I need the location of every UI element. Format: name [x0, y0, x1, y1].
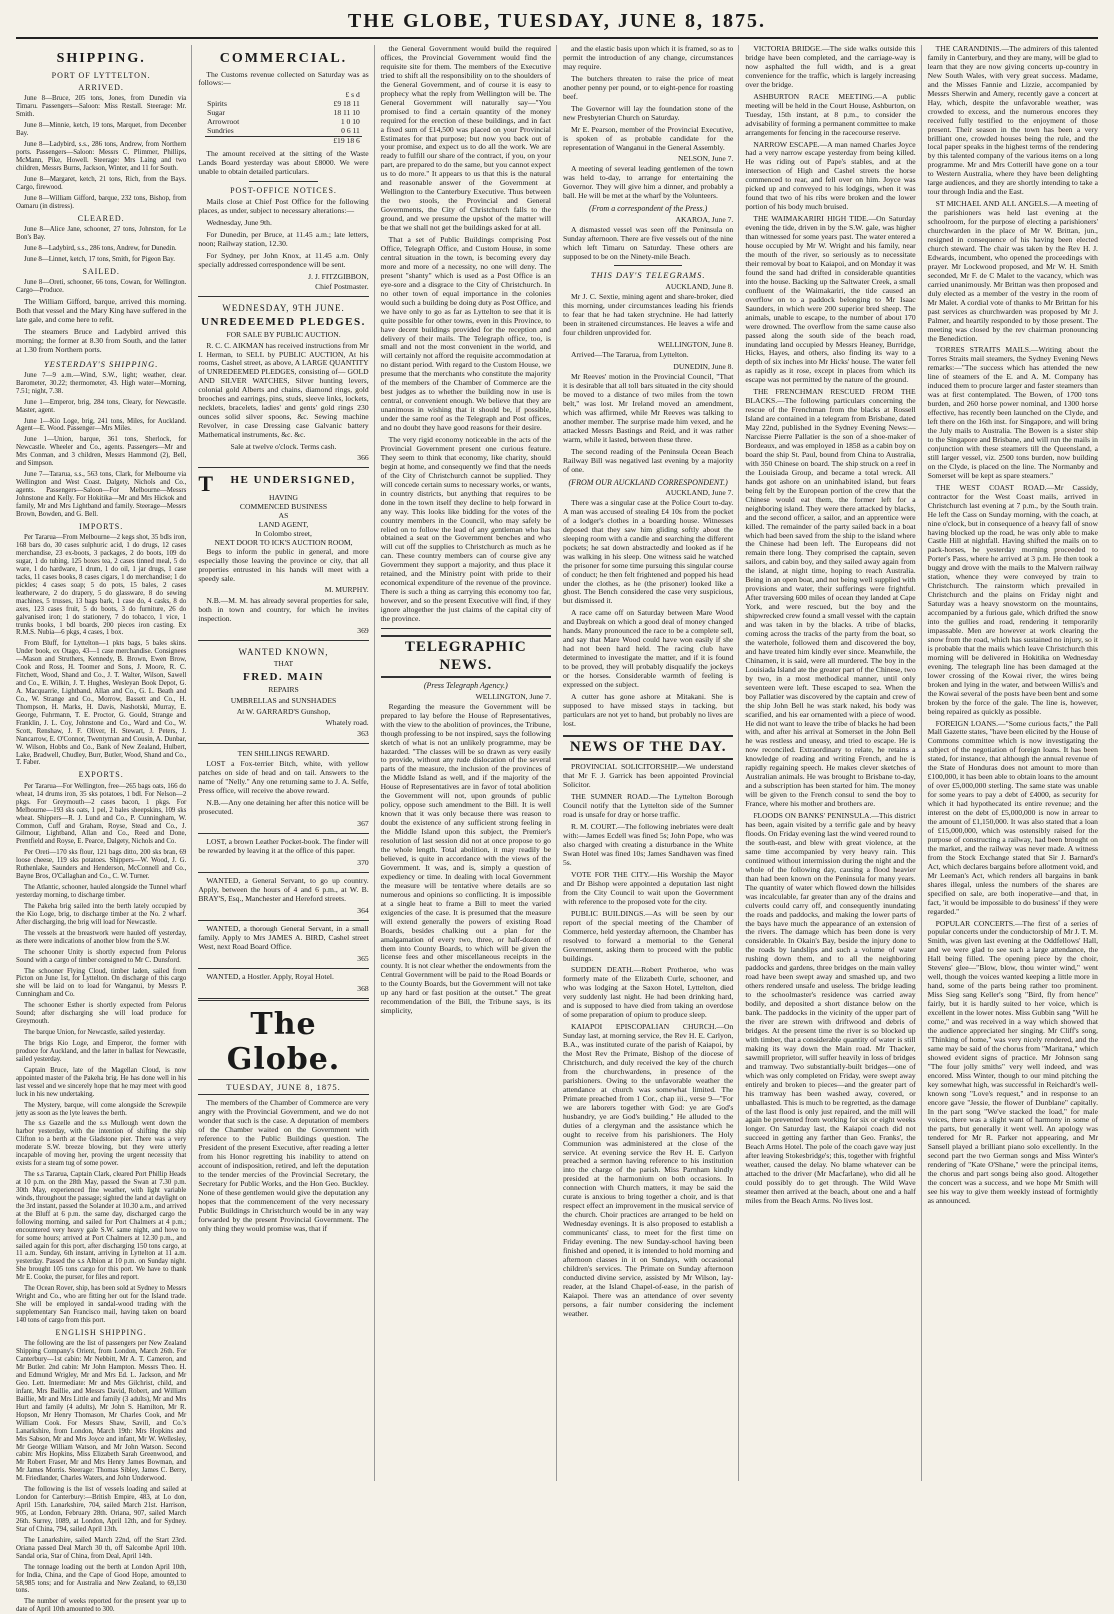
- land-agent-number: 369: [357, 626, 369, 636]
- paragraph: NARROW ESCAPE.—A man named Charles Joyce had a very narrow escape yesterday from being killed. He was riding out of Pape's stables, and at the intersection of High and Cashel streets the horse commenced to rear, and fell over on him. Joyce was picked up and conveyed to his lodgings, when it was found that two of his ribs were broken and the lower portion of his body much bruised.: [745, 139, 916, 212]
- wellington-body-2: [563, 351, 733, 360]
- servant-2-number: 365: [357, 953, 369, 963]
- auction-head: UNREDEEMED PLEDGES.: [201, 315, 366, 328]
- paragraph: For Sydney, per John Knox, at 11.45 a.m. Only specially addressed correspondence will be sent.: [198, 251, 369, 270]
- news-items-2: [745, 45, 915, 1206]
- paragraph: VICTORIA BRIDGE.—The side walks outside this bridge have been completed, and the carriage-way is now asphalted the full width, and is a great convenience for the traffic, which is largely increasing over the bridge.: [745, 44, 916, 89]
- paragraph: The following are the list of passengers per New Zealand Shipping Company's Orient, from London, March 26th. For Canterbury—1st cabin: Mr Nebbitt, Mr A. T. Cameron, and Mr Butler. 2nd cabin: Mr John Hampton. Messrs Theo. H. and Edmund Wrigley, Mr and Mrs Ed. L. Jackson, and Mr Geo. Lett. Intermediate: Mr and Mrs Gilchrist, child, and infant, Mrs Baillie, and Messrs David, Robert, and William Baillie, Mr and Mrs Little and family (3 adults), Mr and Mrs Hurt and family (4 adults), Mr John S. Hamilton, Mr R. Hopson, Mr Henry Thomason, Mr Charles Cook, and Mr William Cook. For Messrs Shaw, Savill, and Co.'s Lanarkshire, from London, March 19th: Mrs Hopkins and Mrs Sabson, Mr and Mrs Joyce and infant, Mr W. Wellesley, Mr George William Watson, and Mr John Watson. Second cabin: Mrs Hopkins, Miss Elizabeth Sarah Greenwood, and Mr Robert Fraser, Mr and Mrs Henry James Bowman, and Mr James Morris. Steerage: Thomas Sibley, James C. Berry, M. Friedlander, Charles Waters, and John Underwood.: [16, 1340, 187, 1483]
- columns: [16, 44, 1098, 1614]
- paragraph: THE FRENCHMAN RESCUED FROM THE BLACKS.—The following particulars concerning the rescue of the Frenchman from the blacks at Rossell Island are contained in a telegram from Brisbane, dated May 22nd, published in the Sydney Evening News:—Narcisse Pierre Pallatier is the son of a shoe-maker of Bordeaux, and was employed in 1858 as a cabin boy on board the ship St. Paul, bound from China to Australia, with 350 Chinese on board. The ship struck on a reef in the Louisiada Group, and became a total wreck. All hands got ashore on an uninhabited island, but fears being felt by the European portion of the crew that the Chinese would eat them, the former left for a neighboring island. They were there attacked by blacks, and the second officer, a sailor, and an apprentice were killed. The remainder of the party sailed back in a boat which had been saved from the ship to the island where the Chinese had been left. The Europeans did not remain there long. They comprised the captain, seven sailors, and cabin boy, and they sailed away again from the island, at night time, hoping to reach Australia. Being in an open boat, and not being well supplied with provisions and water, their sufferings were frightful. After traversing 600 miles of ocean they landed at Cape York, and were rescued, but the boy and the shipwrecked crew found a small vessel with the captain and was taken in by the blacks. A tribe of blacks, coming across the tracks of the party from the boat, so the waterhole, followed them and discovered the boy, and have treated him kindly ever since. Meanwhile, the Chinamen, it is said, were all murdered. The boy in the Louisiada Island ate the greater part of the Chinese, two by two, in a most methodical manner, until only seventeen were left. These escaped to sea. When the boy Pallatier was discovered by the captain and crew of the ship John Bell he was stark naked, his body was scarified, and his ear ornamented with a piece of wood. He did not want to leave the tribe of blacks he had been with, and after his arrival at Somerset in the John Bell he was restless and uneasy, and tried to escape. He is now reconciled. Extraordinary to relate, he retains a knowledge of reading and writing French, and he is rapidly regaining speech. He makes clever sketches of Australian animals. He was brought to Brisbane to-day, and a subscription has been started for him. The money will be given to the French consul to send the boy to France, where his mother and brothers are.: [745, 387, 916, 809]
- paragraph: Mr Reeves' motion in the Provincial Council, "That it is desirable that all toll bars situated in the city should be moved to a distance of two miles from the town belt," was lost. Mr Ireland moved an amendment, which was affirmed, while Mr Reeves was talking to another member. The surprise made him vexed, and he attacked Messrs Bastings and Reid, and it was rather warm, while it lasted, between these three.: [562, 372, 734, 444]
- customs-item: Spirits: [207, 99, 227, 109]
- globe-date: TUESDAY, JUNE 8, 1875.: [198, 1079, 368, 1095]
- post-office-title: POST-OFFICE NOTICES.: [230, 186, 337, 195]
- leader-continued: [381, 45, 551, 624]
- wanted-name: FRED. MAIN: [242, 670, 324, 683]
- paragraph: The s.s Tararua, Captain Clark, cleared Port Phillip Heads at 10 p.m. on the 28th May, passed the Swan at 7.30 p.m. 30th May, experienced fine weather, with light variable winds, throughout the passage; sighted the land at daylight on the 3rd instant, passed the Solander at 10.30 a.m., and arrived at the Bluff at 6 p.m. the same day, discharged cargo the following morning, and sailed for Port Chalmers at 4 p.m.; encountered very heavy gale S.W. same night, and hove to for some hours; arrived at Port Chalmers at 12.30 p.m., and sailed again for this port, after discharging 150 tons cargo, at 11 a.m. Sunday, 6th instant, arriving in Lyttelton at 11 a.m. yesterday. Passed the s.s Albion at 10 p.m. on Sunday night. She brought 105 tons cargo for this port. We have to thank Mr E. Cooke, the purser, for files and report.: [16, 1171, 187, 1282]
- arrived-label: ARRIVED.: [78, 82, 124, 92]
- telegraph-location: WELLINGTON, June 7.: [475, 691, 551, 701]
- paragraph: TORRES STRAITS MAILS.—Writing about the Torres Straits mail steamers, the Sydney Evening News remarks:—"The success which has attended the new line of steamers of the E. and A. M. Company has induced them to procure larger and faster steamers than was at first contemplated. The Bowen, of 1700 tons burden, and 260 horse power nominal, and 1300 horse effective, has recently been launched on the Clyde, and left there on the 16th inst. for Singapore, and will bring the July mails to Australia. The Bowen is a sister ship to the Singapore and Brisbane, and will run the mails in conjunction with these steamers till the Queensland, a still larger vessel, viz. 2500 tons burden, now building on the Clyde, is placed on the line. The Normanby and Somerset will be kept as spare steamers.": [927, 345, 1098, 480]
- shipping-title: SHIPPING.: [56, 51, 146, 66]
- reward-title: TEN SHILLINGS REWARD.: [237, 748, 330, 758]
- paragraph: June 7—9 a.m.—Wind, S.W., light; weather, clear. Barometer, 30.22; thermometer, 43. High water—Morning, 7.51; night, 7.38.: [16, 371, 187, 395]
- servant-1-number: 364: [357, 905, 369, 915]
- paragraph: and the elastic basis upon which it is framed, so as to permit the introduction of any change, circumstances may require.: [562, 44, 734, 71]
- more-notes: [16, 884, 186, 1325]
- paragraph: POPULAR CONCERTS.—The first of a series of popular concerts under the conductorship of Mr J. T. M. Smith, was given last evening at the Oddfellows' Hall, and we were glad to see such a large attendance, the Hall being filled. The opening piece by the choir, Stevens' glee—"Blow, blow, thou winter wind," went well, though the voices wanted keeping a little more in hand, some of the parts being rather too prominent. Miss Sieg sang Keller's song "Bird, fly from hence" fairly, but it is hardly suited to her voice, which is excellent in the lower notes. Miss Gubbin sang "Will he come," and was received in a way which showed that the audience appreciated her singing. Mr Cliff's song, "Thinking of home," was very nicely rendered, and the same may be said of the chorus from "Maritana," which showed evident signs of practice. Mr Johnson sang "The four jolly smiths" very well indeed, and was encored. Miss Winter, though to our mind pitching the key somewhat high, was successful in Reichardt's well-known song "Love's request," and in response to an encore gave "Jessie, the flower of Dunblane" capitally. In the part song "We've stacked the load," for male voices, there was a slight want of harmony in some of the parts, but generally it went well. An apology was tendered for Mr R. Parker not appearing, and Mr Sansell played a brilliant piano solo excellently. In the second part the two German songs and Miss Winter's rendering of "Kate O'Shane," were the principal items, the chorus and part songs being also good. Altogether the concert was a success, and we hope Mr Smith will see his way to give them weekly instead of fortnightly as announced.: [927, 918, 1098, 1206]
- paragraph: HAVING: [269, 492, 298, 502]
- yesterday-list: [16, 372, 186, 519]
- paragraph: ASHBURTON RACE MEETING.—A public meeting will be held in the Court House, Ashburton, on Tuesday, 15th instant, at 8 p.m., to consider the advisability of forming a permanent committee to make arrangements for fencing in the racecourse reserve.: [745, 91, 916, 137]
- paragraph: Mails close at Chief Post Office for the following places, as under, subject to necessary alterations:—: [198, 197, 369, 216]
- land-agent-signature: M. MURPHY.: [324, 585, 369, 595]
- sailed-list: [16, 279, 186, 295]
- lost-pocketbook-number: 370: [357, 858, 369, 868]
- paragraph: The very rigid economy noticeable in the acts of the Provincial Government present one curious feature. They seem to think that economy, like charity, should begin at home, and consequently we find that the needs of the City of Christchurch cannot be supplied. They will concede certain sums to necessary works, or wants, in country districts, but anything that requires to be done in the town itself they decline to help forward in any way. This looks like bidding for the votes of the country members in the Council, who may safely be relied on to follow the lead of any gentleman who has obtained a seat on the Government benches and who will cut off the supplies to Christchurch as much as he can. These country members can of course give any Government they support a majority, and thus place it retained, and the Ministry point with pride to their economical expenditure of the revenue of the province. There is such a thing as carrying this economy too far, however, and so the present Executive will find, if they ignore altogether the just claims of the capital city of the province.: [380, 434, 551, 624]
- leader-start: [198, 1099, 368, 1233]
- dunedin-body: [563, 373, 733, 474]
- paragraph: June 1—Union, barque, 361 tons, Sherlock, for Newcastle. Wheeler and Co., agents. Passengers—Mr and Mrs Conman, and 3 children, Messrs Hammond (2), Bell, and Simpson.: [16, 436, 187, 468]
- akaroa-body: [563, 226, 733, 262]
- paragraph: LAND AGENT,: [258, 519, 309, 529]
- paragraph: The Atlantic, schooner, hauled alongside the Tunnel wharf yesterday morning, to discharge timber.: [16, 884, 187, 899]
- paragraph: KAIAPOI EPISCOPALIAN CHURCH.—On Sunday last, at morning service, the Rev H. E. Carlyon, B.A., was instituted curate of the parish of Kaiapoi, by the Most Rev the Primate, Bishop of the diocese of Christchurch, and duly received the key of the church from the churchwardens, in presence of the parishioners. Owing to the unfavorable weather the attendance at church was somewhat limited. The Primate preached from 1 Cor., chap iii., verse 9—"For we are laborers together with God: ye are God's husbandry, ye are God's building." He alluded to the duties of a clergyman and the assistance which he ought to receive from his parishioners. The Holy Communion was administered at the close of the service. At evening service the Rev H. E. Carlyon preached a sermon having reference to his institution into the charge of the parish. Miss Parnham kindly presided at the harmonium on both occasions. In connection with Church matters, it may be said the curate is anxious to bring together a choir, and is that respect effect an improvement in the musical service of the church. Choir practices are arranged to be held on Wednesday evenings. It is also proposed to establish a communicants' class, to meet for the first time on Friday evening. The new Sunday-school having been finished and opened, it is intended to hold morning and afternoon classes in it on Sundays, with occasional children's services. The Primate on Sunday afternoon conducted divine service, assisted by Mr Wilson, lay-reader, at the Island Chapel-of-ease, in the parish of Kaiapoi. There was an attendance of over seventy persons, a fair number considering the inclement weather.: [562, 1022, 734, 1318]
- auckland-body-2: [563, 499, 733, 729]
- paragraph: The s.s Gazelle and the s.s Mullough went down the harbor yesterday, with the intention of shifting the ship Clifton to a berth at the Gladstone pier. There was a very moderate S.W. breeze blowing, but they were utterly incapable of moving her, proving the urgent necessity that exists for a steam tug of some power.: [16, 1120, 187, 1168]
- wanted-that: THAT: [273, 658, 294, 668]
- paragraph: The tonnage loading out the berth at London April 10th, for India, China, and the Cape of Good Hope, amounted to 58,985 tons; and for Australia and New Zealand, to 69,130 tons.: [16, 1563, 187, 1595]
- lost-dog-text: LOST a Fox-terrier Bitch, white, with yellow patches on side of head and on tail. Answers to the name of "Nelly." Any one returning same to J. A. Selfe, Press office, will receive the above reward.: [198, 759, 369, 796]
- paragraph: June 8—William Gifford, barque, 232 tons, Bishop, from Oamaru (in distress).: [16, 194, 187, 210]
- paragraph: Per Tararua—For Wellington, free—265 bags oats, 166 do wheat, 14 drums iron, 35 sks potatoes, 1 bdl. For Nelson—2 pkgs. For Greymouth—2 cases bacon, 1 pkgs. For Melbourne—193 sks oats, 1 pel, 2 bales sheepskins, 109 sks wheat. Shippers—R. J. Lund and Co., P. Cunningham, W. Common, Cuff and Graham, Royse, Stead and Co., J. Gilmour, Lightband, Allan and Co., Reed and Done, Prentfield and Royse, E. Pearce, Dalgety, Nichols and Co.: [16, 782, 187, 846]
- land-agent-dropcap: T: [198, 470, 215, 496]
- hostler-number: 368: [357, 983, 369, 993]
- telegram-paras: [563, 45, 733, 152]
- hostler-ad: [198, 968, 368, 994]
- imports-list: [16, 534, 186, 767]
- auction-terms: Sale at twelve o'clock. Terms cash.: [230, 442, 337, 452]
- english-list: [16, 1340, 186, 1614]
- auction-ad: [198, 296, 368, 463]
- paragraph: PROVINCIAL SOLICITORSHIP.—We understand that Mr F. J. Garrick has been appointed Provincial Solicitor.: [562, 762, 734, 790]
- english-shipping-title: ENGLISH SHIPPING.: [55, 1327, 147, 1337]
- paragraph: COMMENCED BUSINESS: [239, 501, 328, 511]
- exports-list: [16, 783, 186, 881]
- auckland-body-1: [563, 293, 733, 338]
- paragraph: The schooner Flying Cloud, timber laden, sailed from Picton on June 1st, for Lyttelton. On discharge of this cargo she will be laid on to load for Wanganui, by Messrs P. Cunningham and Co.: [16, 967, 187, 999]
- land-agent-ad: [198, 467, 368, 636]
- paragraph: THE WAIMAKARIRI HIGH TIDE.—On Saturday evening the tide, driven in by the S.W. gale, was higher than witnessed for some years past. The water entered a house occupied by Mr W. Wright and his family, near the mouth of the river, so seriously as to necessitate their removal by boat to Kaiapoi, and on Monday it was found the sand had drifted in considerable quantities into the house. Backing up the Saltwater Creek, a small confluent of the Waimakariri, the tide caused an overflow on to a paddock belonging to Mr Isaac Saunders, in which were 200 superior bred sheep. The animals, unable to escape, to the number of about 170 were drowned. The overflow from the same cause also passed along the south side of the beach road, inundating land occupied by Messrs Heaney, Burridge, Hicks, Hayes, and others, also finding its way to a depth of six inches into Mr Hicks' house. The water fell as rapidly as it rose, except in places from which its escape was not permitted by the nature of the ground.: [745, 214, 916, 385]
- paragraph: Mr J. C. Sextie, mining agent and share-broker, died this morning, under circumstances leading his friends to fear that he had taken strychnine. He had latterly been in straitened circumstances. He leaves a wife and four children unprovided for.: [562, 292, 734, 338]
- customs-amount: 18 11 10: [333, 108, 360, 118]
- paragraph: June 8—Bruce, 205 tons, Jones, from Dunedin via Timaru. Passengers—Saloon: Miss Restall. Steerage: Mr. Smith.: [16, 95, 187, 119]
- commercial-intro: The Customs revenue collected on Saturday was as follows:—: [198, 69, 369, 88]
- paragraph: R. M. COURT.—The following inebriates were dealt with:—James Ecdell was fined 5s; John Pope, who was also charged with creating a disturbance in the White Swan Hotel was fined 10s; James Sandhaven was fined 5s.: [562, 822, 734, 867]
- post-office-body: [198, 198, 368, 270]
- customs-note: The amount received at the sitting of the Waste Lands Board yesterday was about £8000. We were unable to obtain detailed particulars.: [198, 149, 369, 177]
- paragraph: The Lanarkshire, sailed March 22nd, off the Start 23rd. Oriana passed Deal March 30 th, off Salcombe April 10th. Sandal oria, Star of China, from Deal, April 14th.: [16, 1536, 187, 1560]
- paragraph: In Colombo street,: [255, 528, 312, 538]
- dunedin-dateline: DUNEDIN, June 8.: [673, 362, 734, 372]
- news-of-the-day-title: NEWS OF THE DAY.: [563, 735, 733, 761]
- paragraph: NEXT DOOR TO ICK'S AUCTION ROOM,: [214, 537, 353, 547]
- paragraph: June 1—Kio Loge, brig, 241 tons, Miles, for Auckland. Agent—E. Wood. Passenger—Mrs Miles.: [16, 417, 187, 433]
- auckland-dateline-2: AUCKLAND, June 7.: [665, 487, 734, 497]
- customs-total: £19 18 6: [290, 137, 362, 146]
- column-news-3: [928, 45, 1098, 1481]
- paragraph: The brigs Kio Loge, and Emperor, the former with produce for Auckland, and the latter in ballast for Newcastle, sailed yesterday.: [16, 1040, 187, 1063]
- paragraph: The barque Union, for Newcastle, sailed yesterday.: [24, 1029, 165, 1037]
- wanted-known-title: WANTED KNOWN,: [238, 647, 329, 658]
- paragraph: FLOODS ON BANKS' PENINSULA.—This district has been, again visited by a terrific gale and by heavy floods. On Friday evening last the wind veered round to the south-east, and blew with great violence, at the same time accompanied by very heavy rain. This continued without intermission during the night and the whole of the following day, causing a flood heavier than had been known on the Peninsula for many years. The quantity of water which flowed down the hillsides was incalculable, far greater than any of the drains and culverts could carry off, and consequently inundating the roads and paddocks, and making the lower parts of the bays have much the appearance of an extension of the rivers. The damage which has been done is very considerable. In Okain's Bay, beside the injury done to the roads by landslips and such a volume of water rushing down them, and to all the neighboring paddocks and gardens, three bridges on the main valley road have been swept away and smashed up, and two others rendered unsafe and useless. The bridge leading to the schoolmaster's residence was carried away bodily, and deposited a short distance below on the bank. The paddocks in the vicinity of the upper part of the river are strewn with driftwood and debris of bridges. At the present time the river is so blocked up with timber, that a considerable quantity of water is still making its way down the Main road. Mr Thacker, sawmill proprietor, will suffer heavily in loss of bridges and tramway. Two substantially-built bridges—one of which was only completed on Friday, were swept away entirely and broken to pieces—and the greater part of his tramway has been washed away, covered, or unballasted. This is much to be regretted, as the damage of the last flood is only just repaired, and the mill will again be prevented from working for six or eight weeks longer. On Saturday last, the Kaiapoi coach did not succeed in getting any farther than Geo. Franks', the Beach Arms Hotel. The pole of the coach gave way just after leaving Stokesbridge's; this, together with frightful weather, caused the delay. No blame whatever can be attached to the driver (Mr Macfarlane), who did all he could possibly do to get through. The Wild Wave steamer then arrived at the beach, about one and a half miles from the Beach Arms. No lives lost.: [745, 811, 916, 1206]
- shipping-notes: [16, 298, 186, 355]
- land-agent-title: HE UNDERSIGNED,: [230, 473, 356, 486]
- paragraph: A meeting of several leading gentlemen of the town was held to-day, to arrange for entertaining the Governor. They will give him a dinner, and probably a ball. He will be met at the wharf by the Volunteers.: [562, 164, 734, 201]
- reward-ad: [198, 743, 368, 830]
- paragraph: That a set of Public Buildings comprising Post Office, Telegraph Office, and Custom House, in some central situation in the town, is becoming every day more and more of a necessity, no one will deny. The present "shanty" which is used as a Post Office is an eye-sore and a disgrace to the City of Christchurch. In no other town of equal importance in the colonies would such a building be doing duty as Post Office, and we have only to go as far as Lyttelton to see that it is quite possible for other towns, even in this Province, to have decent buildings provided for the reception and delivery of their mails. The Telegraph office, too, is small and not the most convenient in the world, and will certainly not afford the requisite accommodation at no distant period. With regard to the Custom House, we presume that the merchants who constitute the majority of the members of the Chamber of Commerce are the best judges as to whether the building now in use is central, or convenient enough. We believe that they are unanimous in wishing that it should be, if possible, under the same roof as the Telegraph and Post offices, and no doubt they have good reasons for their desire.: [380, 235, 551, 433]
- arrived-list: [16, 95, 186, 210]
- paragraph: For Dunedin, per Bruce, at 11.45 a.m.; late letters, noon; Railway station, 12.30.: [198, 230, 369, 249]
- customs-amount: 0 6 11: [341, 126, 360, 136]
- paragraph: Arrived—The Tararua, from Lyttelton.: [570, 350, 689, 360]
- pocket-book-ad: [198, 833, 368, 868]
- auckland-dateline-1: AUCKLAND, June 8.: [665, 282, 734, 292]
- masthead: THE GLOBE, TUESDAY, JUNE 8, 1875.: [16, 10, 1098, 39]
- news-items-3: [928, 45, 1098, 1206]
- paragraph: Mr E. Pearson, member of the Provincial Executive, is spoken of as probable candidate for the representation of Wanganui in the General Assembly.: [562, 124, 734, 152]
- column-telegrams: [563, 45, 739, 1481]
- paragraph: Per Tararua—From Melbourne—2 kegs shot, 35 bdls iron, 168 bars do, 30 cases sulphuric acid, 1 do drugs, 12 cases merchandise, 23 ex-boots, 3 packages, 2 do boots, 109 do sugar, 1 do tubing, 125 boxes tea, 2 cases tinned meal, 5 do ware, 1 do hardware, 1 drum, 1 do oil, 1 jar drugs, 1 case tacks, 11 cases books, 8 cases cigars, 1 do merchandise; 1 do pickles; 4 cases soap; 5 do pots, 15 bales, 2 cases leatherware, 2 do drapery, 5 do glassware, 8 do sewing machines, 5 trusses, 13 bags bark, 1 case do, 4 casks, 8 do axes, 123 cases fruit, 5 do boots, 3 do furniture, 26 do galvanised iron; 1 do stationery, 7 do tobacco, 1 vice, 1 trunks books, 1 bdl boards, 200 pieces iron casting. Ex R.M.S. Nubia—6 pkgs, 4 cases, 1 box.: [16, 534, 187, 637]
- servant-2-text: WANTED, a thorough General Servant, in a small family. Apply to Mrs JAMES A. BIRD, Cashel street West, next Road Board Office.: [198, 923, 369, 951]
- commercial-title: COMMERCIAL.: [219, 51, 348, 66]
- paragraph: THE CARANDINIS.—The admirers of this talented family in Canterbury, and they are many, will be glad to learn that they are now giving concerts up-country in New South Wales, with very great success. Madame, and the Misses Fannie and Lizzie, accompanied by Messrs Sherwin and Amery, recently gave a concert at Hay, which, despite the unfavorable weather, was crowded to excess, and the numerous encores they received fully testified to the enjoyment of those present. Their season in the town has been a very brilliant one, crowded houses being the rule, and the local paper speaks in the highest terms of the rendering by this talented company of the various items on a long programme. Mr and Mrs Cotterill have gone on a tour to Western Australia, where they have been delighting large audiences, and they are shortly intending to take a tour through India and the East.: [927, 44, 1098, 197]
- paragraph: Regarding the measure the Government will be prepared to lay before the House of Representatives, with the view to the abolition of provinces, the Tribune, though professing to be not inspired, says the following sketch of what is not an unlikely programme, may be hazarded. "The classes will be so drawn as very easily to provide, without any rude dislocation of the several parts of the measure, the inclusion of the provinces of the Middle Island as well, and if the majority of the House of Representatives are in favor of total abolition the Government will not, upon grounds of public policy, oppose such amendment to the Bill. It is well known that it was only because there was reason to doubt the existence of any sufficient strong feeling in the Middle Island upon this subject, the Premier's resolution of last session did not at once propose to go the whole length. Total abolition, it may readily be believed, is quite in accordance with the views of the Government. It was, and is, simply a question of expediency or time. In dealing with local Government the measure will be tentative where details are so numerous and opinions so conflicting. It is impossible at a single heat to frame a Bill to meet the varied exigencies of the case. It is presumed that the measure will extend generally the powers of existing Road Boards, besides chalking out a plan for the amalgamation of every two, three, or half-dozen of them into County Boards, to which will be given the license fees and other miscellaneous receipts in the county. It is not clear whether the endowments from the Central Government will be paid to the Road Boards or to the County Boards, but the Government will not take up any hard or fast position at the outset." The great recommendation of the Bill, the Tribune says, is its simplicity,: [380, 701, 551, 1016]
- cleared-list: [16, 226, 186, 264]
- paragraph: VOTE FOR THE CITY.—His Worship the Mayor and Dr Bishop were appointed a deputation last night from the City Council to wait upon the Government with reference to the proposed vote for the city.: [562, 869, 734, 906]
- globe-title: The Globe.: [226, 1006, 341, 1077]
- wanted-at: At W. GARRARD'S Gunshop,: [236, 706, 331, 716]
- telegraphic-news-title: TELEGRAPHIC NEWS.: [381, 635, 551, 678]
- paragraph: The number of weeks reported for the present year up to date of April 10th amounted to 300.: [16, 1598, 187, 1614]
- paragraph: THE WEST COAST ROAD.—Mr Cassidy, contractor for the West Coast mails, arrived in Christchurch last evening at 7 p.m., by the South train. He left the Cass on Sunday morning, with the coach, at nine o'clock, but in consequence of a heavy fall of snow having blocked up the road, he was only able to make Castle Hill at nightfall. Having shifted the mails on to pack-horses, he yesterday morning proceeded to Porter's Pass, where he arrived at 3 p.m. He then took a buggy and drove with the mails to the Malvern railway station, whence they were conveyed by train to Christchurch. The rainstorm which prevailed in Christchurch and the plains on Friday night and Saturday was a heavy snowstorm on the mountains, accompanied by a furious gale, which drifted the snow into the gullies and road, rendering it temporarily impassable. Men are however at work clearing the snow from the road, which has sustained no injury, so it is probable that the mails which leave Christchurch this morning will be delivered in Hokitika on Wednesday evening. The telegraph line has been damaged at the lower crossing of the Kowai river, the wires being broken and lying in the water, and between Willis's and the Kowai several of the posts have been bent and some broken by the force of the gale. The line is, however, being repaired as quickly as possible.: [927, 482, 1098, 716]
- wanted-repairs: REPAIRS: [268, 684, 299, 694]
- customs-item: Arrowroot: [207, 117, 240, 127]
- exports-label: EXPORTS.: [78, 770, 124, 780]
- paragraph: The Mystery, barque, will come alongside the Screwpile jetty as soon as the lyte leaves the berth.: [16, 1101, 187, 1117]
- paragraph: Wednesday, June 9th.: [206, 218, 272, 228]
- postmaster-name: J. J. FITZGIBBON,: [308, 272, 369, 282]
- paragraph: A dismasted vessel was seen off the Peninsula on Sunday afternoon. There are five vessels out of the nine which left Timaru on Saturday. These others are supposed to be on the Ninety-mile Beach.: [562, 224, 734, 261]
- paragraph: June 8—Ladybird, s.s., 286 tons, Andrew, for Dunedin.: [24, 244, 177, 252]
- paragraph: The members of the Chamber of Commerce are very angry with the Provincial Government, and we do not wonder that such is the case. A deputation of members of the Chamber waited on the Government with reference to the Public Buildings question. The President of the present Executive, after reading a letter from his Honor regretting his inability to attend on account of indisposition, retired, and left the deputation to the tender mercies of the Provincial Secretary, the Secretary for Public Works, and the Hon Geo. Buckley. None of these gentlemen would give the deputation any hopes that the commencement of the very necessary Public Buildings in Christchurch would be in any way forwarded by the present Provincial Government. The only thing they would promise was, that if: [198, 1098, 369, 1233]
- paragraph: ST MICHAEL AND ALL ANGELS.—A meeting of the parishioners was held last evening at the schoolroom, for the purpose of electing a parishioners' churchwarden in the place of Mr W. Brittan, jun., resigned in consequence of his having been elected church steward. The chair was taken by the Rev H. J. Edwards, incumbent, who opened the proceedings with prayer. Mr Lockwood proposed, and Mr W. H. Smith seconded, Mr F. de C Malet to the vacancy, which was carried unanimously. Mr Brittan was then proposed and duly elected as a member of the vestry in the room of Mr Malet. A cordial vote of thanks to Mr Brittan for his past services as churchwarden was proposed by Mr J. Palmer, and heartily responded to by those present. The meeting was closed by the rev chairman pronouncing the Benediction.: [927, 199, 1098, 343]
- wanted-number: 363: [357, 728, 369, 738]
- paragraph: PUBLIC BUILDINGS.—As will be seen by our report of the special meeting of the Chamber of Commerce, held yesterday afternoon, the Chamber has resolved to forward a memorial to the General Government, asking them to proceed with the public buildings.: [562, 908, 734, 963]
- paragraph: The schooner Esther is shortly expected from Pelorus Sound; after discharging she will load produce for Greymouth.: [16, 1002, 187, 1026]
- paragraph: The Ocean Rover, ship, has been sold at Sydney to Messrs Wright and Co., who are fitting her out for the Island trade. She will be employed in sandal-wood trading with the supplementary San Francisco mail, having taken on board 140 tons of cargo from this port.: [16, 1285, 187, 1324]
- auction-date: WEDNESDAY, 9TH JUNE.: [222, 303, 345, 314]
- paragraph: June 8—Ladybird, s.s., 286 tons, Andrew, from Northern ports. Passengers—Saloon: Messrs C. Plimmer, Phillips, McMann, Pike, Howell. Steerage: Mrs Laing and two children, Messrs Burns, Jackson, Winter, and 11 for South.: [16, 141, 187, 172]
- news-of-the-day: [563, 763, 733, 1318]
- column-shipping: [16, 45, 192, 1614]
- paragraph: Per Oreti—170 sks flour, 121 bags ditto, 200 sks bran, 69 loose cheese, 119 sks potatoes. Shippers—W. Wood, J. G. Ruthenlake, Saunders and Henderson, McConnell and Co., Bayne Bros, O'Callaghan and Co., C. W. Turner.: [16, 849, 187, 881]
- paragraph: SUDDEN DEATH.—Robert Protheroe, who was formerly mate of the Elizabeth Curle, schooner, and who was lodging at the Saxon Hotel, Lyttelton, died very suddenly last night. He had been drinking hard, and is supposed to have died from taking an overdose of some preparation of opium to produce sleep.: [562, 965, 734, 1020]
- paragraph: FOREIGN LOANS.—"Some curious facts," the Pall Mall Gazette states, "have been elicited by the House of Commons committee which is now investigating the subject of the negotiation of foreign loans. It has been stated, for instance, that although the annual revenue of the State of Honduras does not amount to more than £100,000, it has been able to obtain loans to the amount of over £5,000,000 sterling. The same state was unable for some years to pay a debt of £4000, as security for which it had hypothecated its entire revenue; and the interest on the debt of £5,000,000 is now in arrear to the amount of £1,150,000. It was also stated that a loan of £15,000,000, which was ostensibly raised for the purpose of constructing a railway, had been brought on the market, and the railway was never made. A witness from the Stock Exchange stated that Sir J. Barnard's Act, which declares bargains before allotment void, and Mr Leeman's Act, which renders all bargains in bank shares illegal, unless the numbers of the shares are specified on sale, are both inoperative—and that, in fact, 'it would be impossible to do business' if they were regarded.": [927, 718, 1098, 916]
- lost-dog-nb: N.B.—Any one detaining her after this notice will be prosecuted.: [198, 798, 369, 817]
- customs-head: £ s d: [345, 90, 360, 100]
- paragraph: The William Gifford, barque, arrived this morning. Both that vessel and the Mary King have suffered in the late gale, and come here to refit.: [16, 297, 187, 324]
- telegraph-body: [381, 703, 551, 1016]
- paragraph: The following is the list of vessels loading and sailed at London for Canterbury:—British Empire, 483, at Lo don, April 15th. Lanarkshire, 704, sailed March 21st. Harrison, 905, at London, February 28th. Oriana, 907, sailed March 26th. Surrey, 1089, at London, April 12th, and for Sydney. Star of China, 794, sailed April 13th.: [16, 1486, 187, 1533]
- yesterday-title: YESTERDAY'S SHIPPING.: [43, 358, 159, 369]
- paragraph: June 8—Alice Jane, schooner, 27 tons, Johnston, for Le Bon's Bay.: [16, 226, 187, 241]
- cleared-label: CLEARED.: [77, 213, 125, 223]
- customs-item: Sundries: [207, 126, 234, 136]
- servant-ad-1: [198, 872, 368, 916]
- paragraph: A cutter has gone ashore at Mitakani. She is supposed to have missed stays in tacking, but particulars are not yet to hand, but probably no lives are lost.: [562, 691, 734, 728]
- paragraph: Captain Bruce, late of the Magellan Cloud, is now appointed master of the Pakeha brig. He has done well in his last vessel and we sincerely hope that he may meet with good luck in his new undertaking.: [16, 1066, 187, 1098]
- umbrella-ad: [198, 640, 368, 738]
- nelson-dateline: NELSON, June 7.: [678, 154, 734, 164]
- customs-amount: £9 18 11: [333, 99, 360, 109]
- paragraph: A race came off on Saturday between Mare Wood and Daybreak on which a good deal of money changed hands. Many pronounced the race to be a complete sell, and say that Mare Wood could have won easily if she had not been hard held. The racing club have determined to investigate the matter, and if it is found to be proved, they will probably disqualify the jockeys or the horses. Considerable warmth of feeling is expressed on the subject.: [562, 608, 734, 689]
- lost-pocketbook-text: LOST, a brown Leather Pocket-book. The finder will be rewarded by leaving it at the office of this paper.: [198, 837, 369, 856]
- paragraph: The Pakeha brig sailed into the berth lately occupied by the Kio Loge, brig, to discharge timber at the No. 2 wharf. After discharging, the brig will load for Newcastle.: [16, 902, 187, 926]
- paragraph: From Bluff, for Lyttelton—1 pkts bags, 5 bales skins. Under book, ex Otago, 43—1 case merchandise. Consignees—Mason and Struthers, Kennedy, B. Brown, Ewen Brow, Cook and Ross, H. Toomer and Sons, J. Moore, R. C. Fitchett, Wood, Shand and Co., J. T. Walter, Wilson, Sawell and Co., E. Wilkin, J. T. Hughes, Wesleyan Book Depot, G. A. Macquarrie, Lightband, Allan and Co., G. L. Beath and Co., W. Strange and Co., Morrow, Bassett and Co., H. Thompson, H. Marks, H. Davis, Nashotski, Murray, E. George, Fuhrmann, T. E. Proctor, G. Gould, Strange and Franklin, J. L. Coy, Johnstone and Co., Ward and Co., W. Scott, Renshaw, J. F. Oliver, H. Stewart, J. Peters, J. Nancarrow, E. O'Connor, Twentyman and Cousin, A. Dunbar, W. Wilson, Hobbs and Co., Bank of New Zealand, Hulbert, Lake, Bradwell, Chudley, Burr, Butler, Wood, Shand and Co., T. Faber.: [16, 640, 187, 767]
- telegraph-agency: (Press Telegraph Agency.): [423, 681, 508, 691]
- port-heading: PORT OF LYTTELTON.: [51, 70, 151, 80]
- servant-ad-2: [198, 920, 368, 964]
- paragraph: The steamers Bruce and Ladybird arrived this morning; the former at 8.30 from South, and the latter at 1.30 from Northern ports.: [16, 326, 187, 354]
- akaroa-dateline: AKAROA, June 7.: [675, 214, 734, 224]
- postmaster-title: Chief Postmaster.: [315, 282, 369, 292]
- land-agent-body: Begs to inform the public in general, and more especially those leaving the province or city, that all properties entrusted in his hands will meet with a speedy sale.: [198, 546, 369, 583]
- paragraph: There was a singular case at the Police Court to-day. A man was accused of stealing £4 10s from the pocket of a lodger's clothes in a boarding house. Witnesses deposed that they saw him gliding softly about the sleeping room with a candle and searching the different pockets; he sat down abstractedly and looked as if he was walking in his sleep. One witness said he watched the prisoner for some time pursuing this singular course of conduct; he then felt frightened and popped his head under the clothes, as he (the prisoner) looked like a ghost. The Bench considered the case very suspicious, but dismissed it.: [562, 497, 734, 606]
- customs-table: [205, 91, 362, 146]
- paragraph: June 1—Emperor, brig, 284 tons, Cleary, for Newcastle. Master, agent.: [16, 398, 187, 414]
- paragraph: the General Government would build the required offices, the Provincial Government would find the requisite site for them. The members of the Executive tried to shift all the responsibility on to the shoulders of the General Government, and of course it is easy to prophecy what the reply from Wellington will be. The General Government will naturally say—"You promised to find a certain quantity of the money required for the erection of these buildings, and in fact a fixed sum of £14,500 was placed on your Provincial Estimates for that purpose; but now you back out of your promise, and expect us to do all the work. We are ready to fulfill our share of the contract, if you, on your part, are prepared to do the same, but you cannot expect us to do more." It appears to us that this is the natural and reasonable answer of the Government at Wellington to the Canterbury Executive. Thus between the two stools, the Provincial and General Governments, the City of Christchurch falls to the ground, and we presume the upshot of the matter will be that we shall not get the buildings asked for at all.: [380, 44, 551, 233]
- column-news-2: [745, 45, 921, 1481]
- land-agent-nb: N.B.—M. M. has already several properties for sale, both in town and country, for which he invites inspection.: [198, 596, 369, 624]
- paragraph: June 8—Linnet, ketch, 17 tons, Smith, for Pigeon Bay.: [24, 255, 175, 263]
- auction-text: R. C. C. AIKMAN has received instructions from Mr I. Herman, to SELL by PUBLIC AUCTION, At his rooms, Cashel street, as above, A LARGE QUANTITY of UNREDEEMED PLEDGES, consisting of— GOLD AND SILVER WATCHES, Silver hunting levers, colonial gold Alberts and chains, diamond rings, gold brooches and earrings, pins, studs, sleeve links, lockets, necklets, bracelets, ladies' and gents' gold rings 230 ounces solid silver spoons, &c. Sewing machine Revolver, in case Dressing case Galvanic battery Mathematical instruments, &c. &c.: [198, 340, 369, 440]
- paragraph: The schooner Unity is shortly expected from Pelorus Sound with a cargo of timber consigned to Mr C. Dunsford.: [16, 948, 187, 964]
- press-correspondent: (From a correspondent of the Press.): [589, 204, 708, 214]
- customs-item: Sugar: [207, 108, 225, 118]
- lost-dog-number: 367: [357, 819, 369, 829]
- auction-sub: FOR SALE BY PUBLIC AUCTION.: [226, 329, 341, 339]
- wanted-umbrellas: UMBRELLAS and SUNSHADES: [230, 695, 337, 705]
- paragraph: The Governor will lay the foundation stone of the new Presbyterian Church on Saturday.: [562, 103, 734, 122]
- servant-1-text: WANTED, a General Servant, to go up country. Apply, between the hours of 4 and 6 p.m., at W. B. BRAY'S, Esq., Manchester and Hereford streets.: [198, 876, 369, 903]
- paragraph: June 8—Oreti, schooner, 66 tons, Cowan, for Wellington. Cargo—Produce.: [16, 279, 187, 295]
- land-agent-lines: [198, 494, 368, 548]
- paragraph: June 7—Tararua, s.s., 563 tons, Clark, for Melbourne via Wellington and West Coast. Dalgety, Nichols and Co., agents. Passengers—Saloon—For Melbourne—Messrs Johnstone and Kelly. For Hokitika—Mr and Mrs Hickok and family, Mr and Mrs Lightband and family. Steerage—Messrs Brown, Bowden, and G. Bell.: [16, 471, 187, 518]
- auckland-correspondent: (FROM OUR AUCKLAND CORRESPONDENT.): [568, 477, 728, 487]
- customs-amount: 1 0 10: [340, 117, 360, 127]
- column-leader: [381, 45, 557, 1481]
- paragraph: The vessels at the breastwork were hauled off yesterday, as there were indications of another blow from the S.W.: [16, 929, 187, 945]
- wellington-dateline-2: WELLINGTON, June 8.: [657, 340, 734, 350]
- this-days-telegrams: THIS DAY'S TELEGRAMS.: [590, 270, 706, 281]
- paragraph: June 8—Minnie, ketch, 19 tons, Marquet, from Decenber Bay.: [16, 122, 187, 138]
- paragraph: June 8—Margaret, ketch, 21 tons, Rich, from the Bays. Cargo, firewood.: [16, 175, 187, 191]
- wanted-road: Whately road.: [325, 717, 369, 727]
- nelson-body: [563, 165, 733, 201]
- imports-label: IMPORTS.: [79, 521, 124, 531]
- hostler-text: WANTED, a Hostler. Apply, Royal Hotel.: [206, 971, 334, 981]
- paragraph: THE SUMNER ROAD.—The Lyttelton Borough Council notify that the Lyttelton side of the Sumner road is unsafe for dray or horse traffic.: [562, 792, 734, 820]
- paragraph: The butchers threaten to raise the price of meat another penny per pound, or to eight-pence for roasting beef.: [562, 73, 734, 101]
- auction-number: 366: [357, 452, 369, 462]
- sailed-label: SAILED.: [82, 266, 120, 276]
- paragraph: The second reading of the Peninsula Ocean Beach Railway Bill was negatived last evening by a majority of one.: [562, 446, 734, 474]
- column-commercial: [198, 45, 374, 1481]
- paragraph: AS: [278, 510, 289, 520]
